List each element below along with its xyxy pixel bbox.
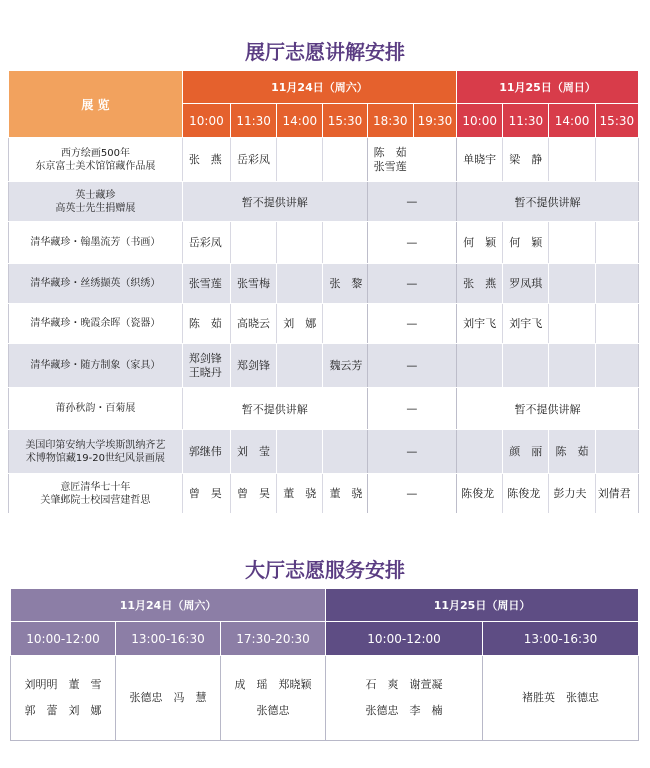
volunteer-cell: 彭力夫 xyxy=(549,474,595,514)
volunteer-cell xyxy=(595,138,638,182)
table-row xyxy=(9,344,639,388)
volunteer-cell xyxy=(323,138,367,182)
exhibition-header: 展 览 xyxy=(9,71,183,138)
volunteer-cell: 张雪梅 xyxy=(231,264,277,304)
volunteer-cell xyxy=(457,344,503,388)
time-header: 13:00-16:30 xyxy=(483,622,639,656)
no-tour-text: 暂不提供讲解 xyxy=(457,182,639,222)
hall-schedule-title: 大厅志愿服务安排 xyxy=(245,558,405,582)
volunteer-cell xyxy=(323,222,367,264)
volunteer-line: 成 瑶 郑晓颖 xyxy=(234,678,312,691)
volunteer-cell xyxy=(277,222,323,264)
dash-cell: — xyxy=(367,222,456,264)
table-row xyxy=(9,430,639,474)
volunteer-cell xyxy=(549,304,595,344)
volunteer-cell: 岳彩凤 xyxy=(231,138,277,182)
dash-cell: — xyxy=(367,388,456,430)
volunteer-cell xyxy=(549,222,595,264)
volunteer-cell: 刘 莹 xyxy=(231,430,277,474)
volunteer-cell: 何 颖 xyxy=(457,222,503,264)
exhibition-name: 清华藏珍・随方制象（家具） xyxy=(9,344,183,388)
volunteer-cell: 颜 丽 xyxy=(503,430,549,474)
volunteer-cell: 罗凤琪 xyxy=(503,264,549,304)
volunteer-cell: 曾 昊 xyxy=(231,474,277,514)
volunteer-cell: 郑剑锋 xyxy=(231,344,277,388)
volunteer-cell: 陈俊龙 xyxy=(503,474,549,514)
volunteer-cell xyxy=(503,344,549,388)
volunteer-cell: 岳彩凤 xyxy=(182,222,230,264)
time-header: 11:30 xyxy=(231,104,277,138)
time-header: 10:00-12:00 xyxy=(11,622,116,656)
table-row xyxy=(9,304,639,344)
volunteer-cell: 高晓云 xyxy=(231,304,277,344)
exhibition-name: 清华藏珍・翰墨流芳（书画） xyxy=(9,222,183,264)
time-header: 14:00 xyxy=(277,104,323,138)
volunteer-cell: 梁 静 xyxy=(503,138,549,182)
volunteer-cell: 魏云芳 xyxy=(323,344,367,388)
volunteer-cell: 陈 茹 张雪莲 xyxy=(367,138,456,182)
volunteer-cell xyxy=(595,222,638,264)
table-row xyxy=(9,182,639,222)
volunteer-cell xyxy=(326,656,483,741)
time-header: 11:30 xyxy=(503,104,549,138)
volunteer-cell xyxy=(457,430,503,474)
volunteer-cell xyxy=(549,264,595,304)
time-header: 15:30 xyxy=(323,104,367,138)
day1-header: 11月24日（周六） xyxy=(11,589,326,622)
volunteer-cell xyxy=(221,656,326,741)
volunteer-line: 石 爽 谢萱凝 xyxy=(365,678,443,691)
volunteer-cell: 刘 娜 xyxy=(277,304,323,344)
hall-schedule-table xyxy=(10,588,639,741)
no-tour-text: 暂不提供讲解 xyxy=(182,182,367,222)
volunteer-line: 刘明明 董 雪 xyxy=(24,678,102,691)
time-header: 19:30 xyxy=(413,104,456,138)
volunteer-cell xyxy=(595,304,638,344)
volunteer-cell xyxy=(595,264,638,304)
dash-cell: — xyxy=(367,304,456,344)
volunteer-cell: 张雪莲 xyxy=(182,264,230,304)
volunteer-cell: 张 燕 xyxy=(182,138,230,182)
volunteer-cell xyxy=(11,656,116,741)
volunteer-cell: 张 燕 xyxy=(457,264,503,304)
table-row xyxy=(9,264,639,304)
volunteer-line: 张德忠 冯 慧 xyxy=(129,691,207,704)
dash-cell: — xyxy=(367,264,456,304)
no-tour-text: 暂不提供讲解 xyxy=(457,388,639,430)
exhibition-name: 意匠清华七十年 关肇邺院士校园营建哲思 xyxy=(9,474,183,514)
volunteer-cell xyxy=(549,138,595,182)
volunteer-cell xyxy=(595,430,638,474)
volunteer-cell: 刘宇飞 xyxy=(503,304,549,344)
volunteer-cell xyxy=(323,430,367,474)
volunteer-cell xyxy=(277,430,323,474)
volunteer-cell: 单晓宇 xyxy=(457,138,503,182)
exhibition-name: 西方绘画500年 东京富士美术馆馆藏作品展 xyxy=(9,138,183,182)
volunteer-cell: 陈俊龙 xyxy=(457,474,503,514)
volunteer-cell: 郑剑锋 王晓丹 xyxy=(182,344,230,388)
table-row xyxy=(9,138,639,182)
volunteer-cell xyxy=(116,656,221,741)
time-header: 18:30 xyxy=(367,104,413,138)
time-header: 14:00 xyxy=(549,104,595,138)
volunteer-cell: 郭继伟 xyxy=(182,430,230,474)
volunteer-cell: 刘宇飞 xyxy=(457,304,503,344)
exhibition-name: 英士藏珍 高英士先生捐赠展 xyxy=(9,182,183,222)
volunteer-cell: 陈 茹 xyxy=(549,430,595,474)
volunteer-cell xyxy=(595,344,638,388)
no-tour-text: 暂不提供讲解 xyxy=(182,388,367,430)
volunteer-cell xyxy=(549,344,595,388)
volunteer-cell: 张 黎 xyxy=(323,264,367,304)
volunteer-cell: 董 骁 xyxy=(277,474,323,514)
time-header: 17:30-20:30 xyxy=(221,622,326,656)
dash-cell: — xyxy=(367,430,456,474)
dash-cell: — xyxy=(367,344,456,388)
exhibition-name: 清华藏珍・晚霞余晖（瓷器） xyxy=(9,304,183,344)
volunteer-cell xyxy=(323,304,367,344)
volunteer-line: 褚胜英 张德忠 xyxy=(522,691,600,704)
time-header: 15:30 xyxy=(595,104,638,138)
volunteer-line: 张德忠 xyxy=(256,704,290,717)
volunteer-cell: 何 颖 xyxy=(503,222,549,264)
volunteer-line: 郭 蕾 刘 娜 xyxy=(24,704,102,717)
volunteer-cell xyxy=(231,222,277,264)
volunteer-cell xyxy=(277,138,323,182)
dash-cell: — xyxy=(367,182,456,222)
gallery-schedule-title: 展厅志愿讲解安排 xyxy=(245,40,405,64)
volunteer-cell xyxy=(483,656,639,741)
time-header: 10:00-12:00 xyxy=(326,622,483,656)
dash-cell: — xyxy=(367,474,456,514)
exhibition-name: 莆孙秋韵・百菊展 xyxy=(9,388,183,430)
day1-header: 11月24日（周六） xyxy=(182,71,456,104)
day2-header: 11月25日（周日） xyxy=(457,71,639,104)
exhibition-name: 清华藏珍・丝绣撷英（织绣） xyxy=(9,264,183,304)
volunteer-cell xyxy=(277,344,323,388)
time-header: 13:00-16:30 xyxy=(116,622,221,656)
volunteer-cell: 曾 昊 xyxy=(182,474,230,514)
volunteer-cell: 董 骁 xyxy=(323,474,367,514)
table-row xyxy=(9,388,639,430)
table-row xyxy=(9,474,639,514)
volunteer-cell: 刘倩君 xyxy=(595,474,638,514)
volunteer-cell: 陈 茹 xyxy=(182,304,230,344)
time-header: 10:00 xyxy=(457,104,503,138)
table-row xyxy=(9,222,639,264)
gallery-schedule-table xyxy=(8,70,639,514)
volunteer-line: 张德忠 李 楠 xyxy=(365,704,443,717)
exhibition-name: 美国印第安纳大学埃斯凯纳齐艺 术博物馆藏19-20世纪风景画展 xyxy=(9,430,183,474)
day2-header: 11月25日（周日） xyxy=(326,589,639,622)
volunteer-cell xyxy=(277,264,323,304)
time-header: 10:00 xyxy=(182,104,230,138)
